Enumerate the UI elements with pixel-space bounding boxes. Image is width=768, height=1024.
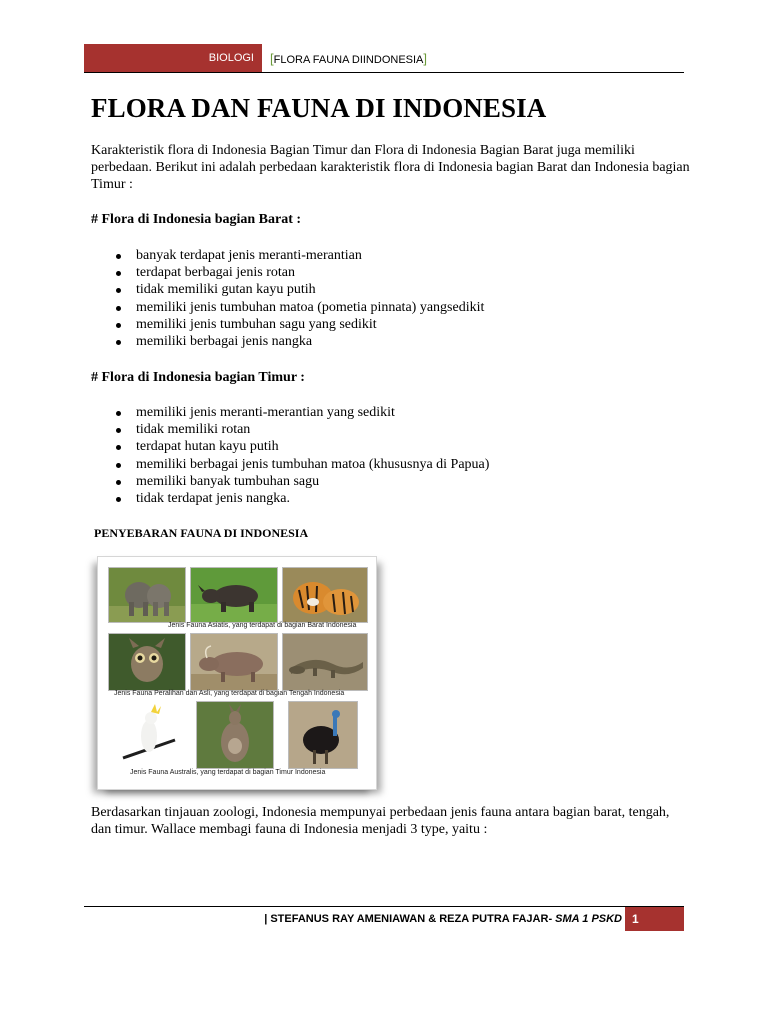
- east-flora-list: [91, 404, 489, 507]
- intro-paragraph: Karakteristik flora di Indonesia Bagian Timur dan Flora di Indonesia Bagian Barat juga memiliki perbedaan. Berikut ini adalah perbedaan karakteristik flora di Indonesia bagian Barat dan Indonesia bagian Timur :: [91, 143, 690, 193]
- list-item: memiliki jenis tumbuhan sagu yang sedikit: [91, 316, 484, 333]
- header-divider: [84, 72, 684, 73]
- list-item: tidak memiliki rotan: [91, 421, 489, 438]
- page-title: FLORA DAN FAUNA DI INDONESIA: [91, 93, 547, 123]
- tarsier-photo: [108, 633, 186, 691]
- list-item: memiliki jenis meranti-merantian yang sedikit: [91, 404, 489, 421]
- footer-author-names: STEFANUS RAY AMENIAWAN & REZA PUTRA FAJAR: [270, 913, 549, 925]
- list-item: banyak terdapat jenis meranti-merantian: [91, 247, 484, 264]
- caption-transition-fauna: Jenis Fauna Peralihan dan Asli, yang terdapat di bagian Tengah Indonesia: [114, 690, 345, 697]
- header-subject-tab: [84, 44, 262, 73]
- caption-australian-fauna: Jenis Fauna Australis, yang terdapat di bagian Timur Indonesia: [130, 769, 326, 776]
- kangaroo-photo: [196, 701, 274, 769]
- caption-asian-fauna: Jenis Fauna Asiatis, yang terdapat di bagian Barat Indonesia: [168, 622, 357, 629]
- header-bracket-open: [: [270, 51, 274, 66]
- list-item: memiliki jenis tumbuhan matoa (pometia pinnata) yangsedikit: [91, 299, 484, 316]
- babirusa-photo: [190, 633, 278, 691]
- list-item: memiliki berbagai jenis nangka: [91, 333, 484, 350]
- west-flora-heading: # Flora di Indonesia bagian Barat :: [91, 212, 302, 227]
- elephant-photo: [108, 567, 186, 623]
- footer-dash: -: [548, 913, 553, 925]
- footer-school: SMA 1 PSKD: [555, 913, 622, 925]
- header-title-text: FLORA FAUNA DIINDONESIA: [273, 54, 424, 66]
- tiger-photo: [282, 567, 368, 623]
- fauna-heading: PENYEBARAN FAUNA DI INDONESIA: [94, 526, 309, 540]
- list-item: terdapat berbagai jenis rotan: [91, 264, 484, 281]
- header-bracket-close: ]: [423, 51, 428, 66]
- list-item: tidak terdapat jenis nangka.: [91, 490, 489, 507]
- list-item: tidak memiliki gutan kayu putih: [91, 281, 484, 298]
- footer-separator: |: [264, 913, 268, 925]
- header-subject: BIOLOGI: [208, 52, 254, 64]
- closing-paragraph: Berdasarkan tinjauan zoologi, Indonesia mempunyai perbedaan jenis fauna antara bagian barat, tengah, dan timur. Wallace membagi fauna di Indonesia menjadi 3 type, yaitu :: [91, 805, 670, 838]
- list-item: terdapat hutan kayu putih: [91, 438, 489, 455]
- footer-authors: [230, 907, 622, 931]
- east-flora-heading: # Flora di Indonesia bagian Timur :: [91, 370, 305, 385]
- west-flora-list: [91, 247, 484, 350]
- list-item: memiliki berbagai jenis tumbuhan matoa (khususnya di Papua): [91, 456, 489, 473]
- rhinoceros-photo: [190, 567, 278, 623]
- header-document-title: [270, 44, 427, 73]
- cockatoo-photo: [114, 701, 182, 769]
- page-number: 1: [625, 907, 684, 931]
- list-item: memiliki banyak tumbuhan sagu: [91, 473, 489, 490]
- komodo-dragon-photo: [282, 633, 368, 691]
- cassowary-photo: [288, 701, 358, 769]
- fauna-distribution-figure: [97, 556, 377, 790]
